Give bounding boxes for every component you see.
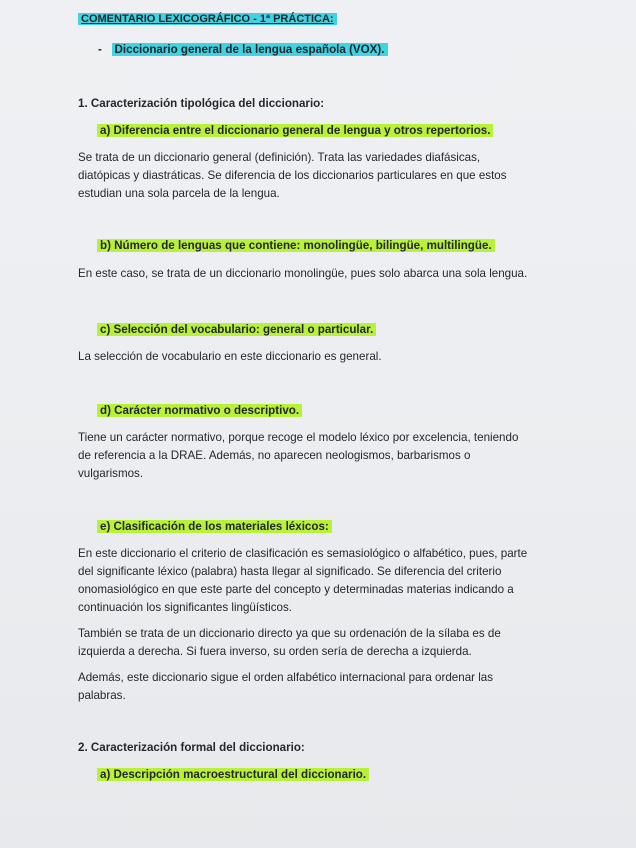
section1-a-heading: a) Diferencia entre el diccionario general de lengua y otros repertorios. — [97, 123, 493, 139]
section1-a-line: diatópicas y diastráticas. Se diferencia de los diccionarios particulares en que estos — [78, 169, 507, 182]
section1-a-line: Se trata de un diccionario general (definición). Trata las variedades diafásicas, — [78, 151, 481, 164]
section1-b-heading: b) Número de lenguas que contiene: monolingüe, bilingüe, multilingüe. — [97, 238, 495, 254]
section1-c-line: La selección de vocabulario en este diccionario es general. — [78, 350, 382, 363]
document-title: COMENTARIO LEXICOGRÁFICO - 1ª PRÁCTICA: — [78, 11, 337, 27]
section1-d-heading: d) Carácter normativo o descriptivo. — [97, 403, 302, 419]
dictionary-line — [98, 42, 388, 58]
section1-d-line: Tiene un carácter normativo, porque recoge el modelo léxico por excelencia, teniendo — [78, 431, 519, 444]
section1-d-line: de referencia a la DRAE. Además, no aparecen neologismos, barbarismos o — [78, 449, 471, 462]
section2-a-heading: a) Descripción macroestructural del diccionario. — [97, 767, 369, 783]
section1-e-line: Además, este diccionario sigue el orden alfabético internacional para ordenar las — [78, 671, 494, 684]
bullet: - — [98, 43, 102, 56]
section1-e-line: palabras. — [78, 689, 126, 702]
section1-e-line: En este diccionario el criterio de clasificación es semasiológico o alfabético, pues, parte — [78, 547, 528, 560]
section1-e-line: También se trata de un diccionario directo ya que su ordenación de la sílaba es de — [78, 627, 501, 640]
dictionary-name: Diccionario general de la lengua española (VOX). — [112, 43, 388, 56]
section1-e-heading: e) Clasificación de los materiales léxicos: — [97, 519, 332, 535]
section1-c-heading: c) Selección del vocabulario: general o particular. — [97, 322, 376, 338]
section1-e-line: izquierda a derecha. Si fuera inverso, su orden sería de derecha a izquierda. — [78, 645, 472, 658]
section1-d-line: vulgarismos. — [78, 467, 144, 480]
section1-b-line: En este caso, se trata de un diccionario monolingüe, pues solo abarca una sola lengua. — [78, 267, 528, 280]
section1-heading: 1. Caracterización tipológica del diccionario: — [78, 97, 325, 110]
section1-e-line: continuación los significantes lingüísticos. — [78, 601, 292, 614]
section2-heading: 2. Caracterización formal del diccionario: — [78, 741, 305, 754]
section1-a-line: estudian una sola parcela de la lengua. — [78, 187, 280, 200]
section1-e-line: onomasiológico en que este parte del concepto y determinadas materias indicando a — [78, 583, 514, 596]
section1-e-line: del significante léxico (palabra) hasta llegar al significado. Se diferencia del criterio — [78, 565, 502, 578]
